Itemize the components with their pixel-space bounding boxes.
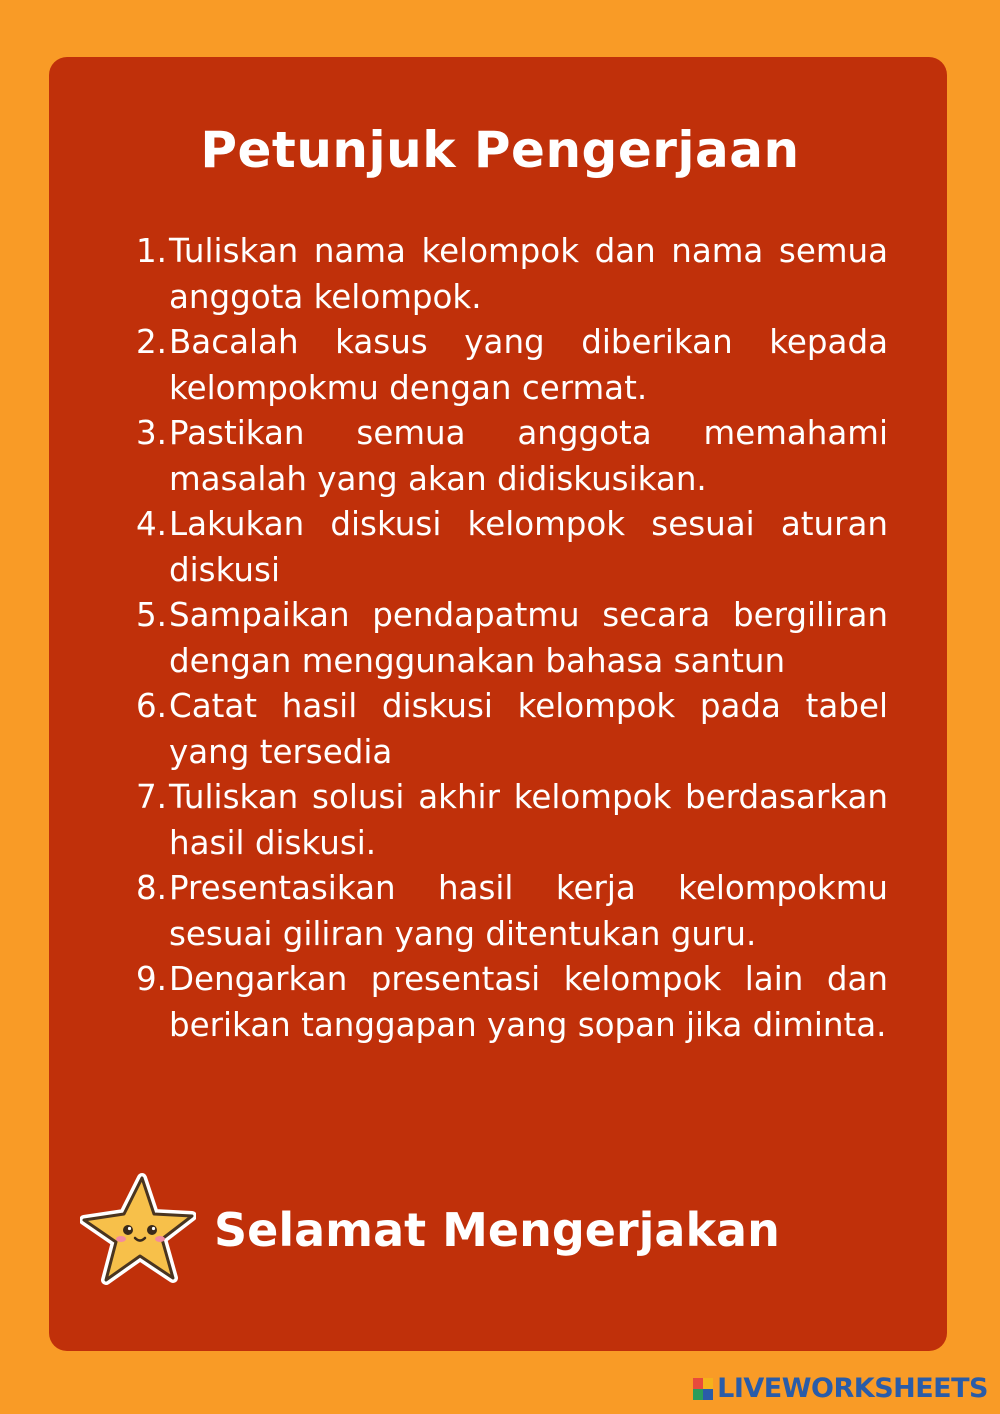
- list-item: [135, 775, 888, 866]
- step-text: Tuliskan solusi akhir kelompok berdasarkan hasil diskusi.: [169, 778, 888, 862]
- step-number: 3.: [135, 414, 167, 452]
- step-text: Presentasikan hasil kerja kelompokmu sesuai giliran yang ditentukan guru.: [169, 869, 888, 953]
- step-number: 4.: [135, 505, 167, 543]
- list-item: [135, 957, 888, 1048]
- brand-text: LIVEWORKSHEETS: [717, 1373, 988, 1404]
- step-number: 2.: [135, 323, 167, 361]
- page-title: Petunjuk Pengerjaan: [200, 121, 800, 179]
- step-text: Catat hasil diskusi kelompok pada tabel yang tersedia: [169, 687, 888, 771]
- step-text: Sampaikan pendapatmu secara bergiliran dengan menggunakan bahasa santun: [169, 596, 888, 680]
- list-item: [135, 229, 888, 320]
- list-item: [135, 593, 888, 684]
- step-number: 9.: [135, 960, 167, 998]
- list-item: [135, 866, 888, 957]
- step-number: 5.: [135, 596, 167, 634]
- step-text: Dengarkan presentasi kelompok lain dan berikan tanggapan yang sopan jika diminta.: [169, 960, 888, 1044]
- list-item: [135, 502, 888, 593]
- liveworksheets-logo-icon: [693, 1378, 713, 1400]
- footer-message: [80, 1172, 840, 1292]
- instruction-list: [135, 229, 888, 1048]
- footer-text: Selamat Mengerjakan: [214, 1203, 780, 1257]
- step-text: Tuliskan nama kelompok dan nama semua anggota kelompok.: [169, 232, 888, 316]
- list-item: [135, 411, 888, 502]
- step-number: 1.: [135, 232, 167, 270]
- step-number: 6.: [135, 687, 167, 725]
- step-number: 8.: [135, 869, 167, 907]
- list-item: [135, 320, 888, 411]
- step-text: Pastikan semua anggota memahami masalah yang akan didiskusikan.: [169, 414, 888, 498]
- list-item: [135, 684, 888, 775]
- smiling-star-icon: [80, 1172, 196, 1288]
- step-text: Lakukan diskusi kelompok sesuai aturan diskusi: [169, 505, 888, 589]
- brand-logo[interactable]: [693, 1371, 988, 1407]
- step-number: 7.: [135, 778, 167, 816]
- step-text: Bacalah kasus yang diberikan kepada kelompokmu dengan cermat.: [169, 323, 888, 407]
